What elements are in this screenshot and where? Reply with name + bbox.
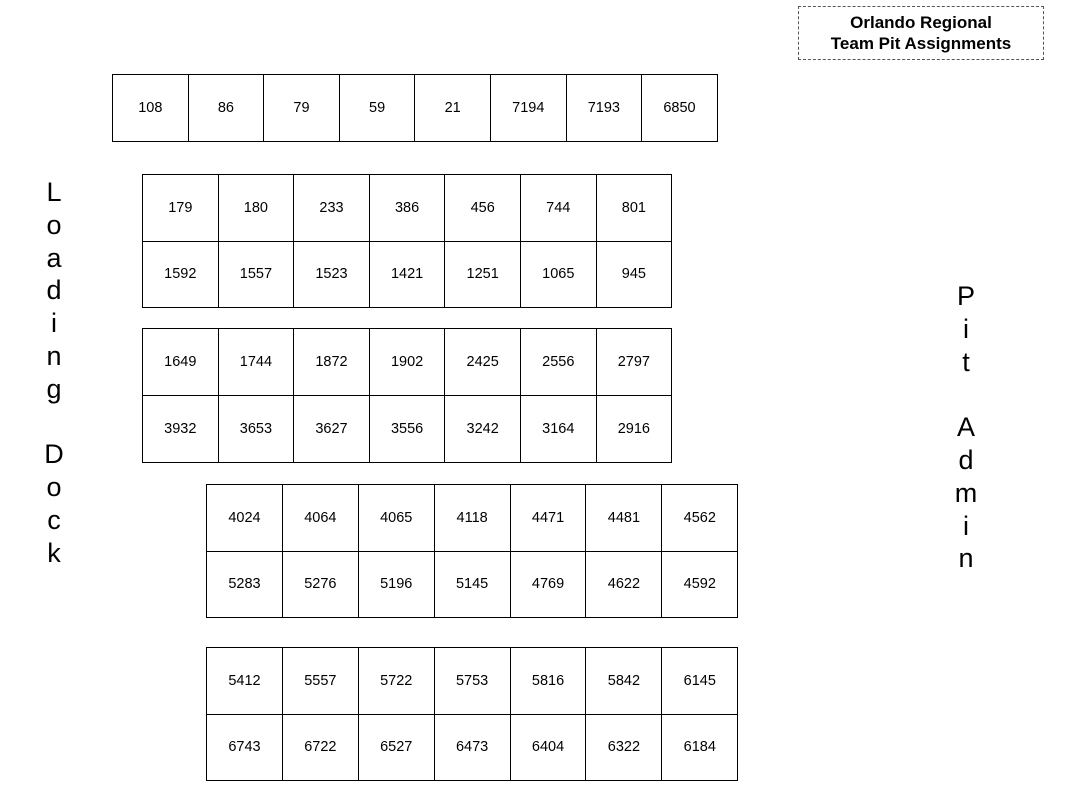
pit-cell: 744 [521, 175, 597, 242]
pit-cell: 2797 [597, 329, 673, 396]
pit-cell: 1523 [294, 242, 370, 309]
pit-cell: 1421 [370, 242, 446, 309]
pit-cell: 5557 [283, 648, 359, 715]
pit-row [206, 647, 738, 715]
pit-cell: 5753 [435, 648, 511, 715]
pit-row [142, 396, 672, 463]
title-line-2: Team Pit Assignments [830, 34, 1012, 53]
pit-cell: 5196 [359, 552, 435, 619]
pit-cell: 456 [445, 175, 521, 242]
pit-cell: 1649 [143, 329, 219, 396]
label-letter: d [46, 275, 62, 306]
loading-dock-label [40, 176, 68, 570]
label-letter: o [46, 472, 62, 503]
pit-row [142, 328, 672, 396]
pit-cell: 59 [340, 75, 416, 142]
pit-cell: 4562 [662, 485, 738, 552]
pit-cell: 6473 [435, 715, 511, 782]
pit-cell: 79 [264, 75, 340, 142]
label-letter: A [956, 412, 975, 443]
label-letter: i [963, 510, 969, 541]
pit-cell: 4065 [359, 485, 435, 552]
pit-cell: 6145 [662, 648, 738, 715]
title-box [798, 6, 1044, 60]
pit-cell: 21 [415, 75, 491, 142]
pit-cell: 5276 [283, 552, 359, 619]
pit-admin-label [952, 280, 980, 575]
pit-cell: 1592 [143, 242, 219, 309]
pit-cell: 2556 [521, 329, 597, 396]
pit-cell: 5283 [207, 552, 283, 619]
label-letter: a [46, 242, 62, 273]
pit-row [206, 715, 738, 782]
label-letter: d [958, 444, 974, 475]
pit-row [142, 174, 672, 242]
pit-cell: 386 [370, 175, 446, 242]
pit-cell: 4024 [207, 485, 283, 552]
pit-cell: 801 [597, 175, 673, 242]
pit-cell: 6527 [359, 715, 435, 782]
pit-cell: 3556 [370, 396, 446, 463]
pit-cell: 4118 [435, 485, 511, 552]
label-letter: i [963, 313, 969, 344]
label-letter: L [46, 177, 62, 207]
label-letter: i [51, 308, 57, 339]
pit-cell: 5412 [207, 648, 283, 715]
pit-cell: 4471 [511, 485, 587, 552]
pit-cell: 6322 [586, 715, 662, 782]
pit-row-top [112, 74, 718, 142]
pit-cell: 179 [143, 175, 219, 242]
pit-cell: 4481 [586, 485, 662, 552]
pit-cell: 86 [189, 75, 265, 142]
pit-cell: 180 [219, 175, 295, 242]
label-letter: c [47, 504, 61, 535]
pit-cell: 3932 [143, 396, 219, 463]
label-letter: k [47, 537, 61, 568]
pit-cell: 6404 [511, 715, 587, 782]
title-line-1: Orlando Regional [850, 13, 992, 32]
pit-row [206, 552, 738, 619]
pit-cell: 4769 [511, 552, 587, 619]
pit-cell: 3242 [445, 396, 521, 463]
pit-cell: 2425 [445, 329, 521, 396]
pit-cell: 4064 [283, 485, 359, 552]
pit-cell: 3627 [294, 396, 370, 463]
pit-cell: 3164 [521, 396, 597, 463]
pit-cell: 1872 [294, 329, 370, 396]
pit-cell: 108 [113, 75, 189, 142]
pit-cell: 1744 [219, 329, 295, 396]
pit-block-2 [142, 328, 672, 463]
pit-cell: 6722 [283, 715, 359, 782]
pit-cell: 5816 [511, 648, 587, 715]
pit-row [142, 242, 672, 309]
pit-cell: 1557 [219, 242, 295, 309]
label-letter: P [956, 281, 975, 311]
label-letter: n [958, 543, 974, 574]
pit-block-4 [206, 647, 738, 781]
label-letter: n [46, 340, 62, 371]
pit-cell: 4592 [662, 552, 738, 619]
pit-cell: 3653 [219, 396, 295, 463]
label-letter: t [962, 346, 970, 377]
pit-cell: 5145 [435, 552, 511, 619]
pit-cell: 5842 [586, 648, 662, 715]
pit-cell: 1902 [370, 329, 446, 396]
label-letter: D [44, 439, 64, 470]
label-letter: o [46, 209, 62, 240]
pit-cell: 1065 [521, 242, 597, 309]
pit-cell: 1251 [445, 242, 521, 309]
pit-cell: 6850 [642, 75, 718, 142]
label-letter: m [954, 477, 978, 508]
pit-block-3 [206, 484, 738, 618]
pit-cell: 4622 [586, 552, 662, 619]
pit-cell: 945 [597, 242, 673, 309]
pit-cell: 6184 [662, 715, 738, 782]
pit-block-1 [142, 174, 672, 308]
pit-cell: 233 [294, 175, 370, 242]
pit-row [206, 484, 738, 552]
label-letter: g [46, 373, 62, 404]
pit-cell: 5722 [359, 648, 435, 715]
pit-cell: 7193 [567, 75, 643, 142]
pit-cell: 2916 [597, 396, 673, 463]
pit-cell: 7194 [491, 75, 567, 142]
pit-cell: 6743 [207, 715, 283, 782]
